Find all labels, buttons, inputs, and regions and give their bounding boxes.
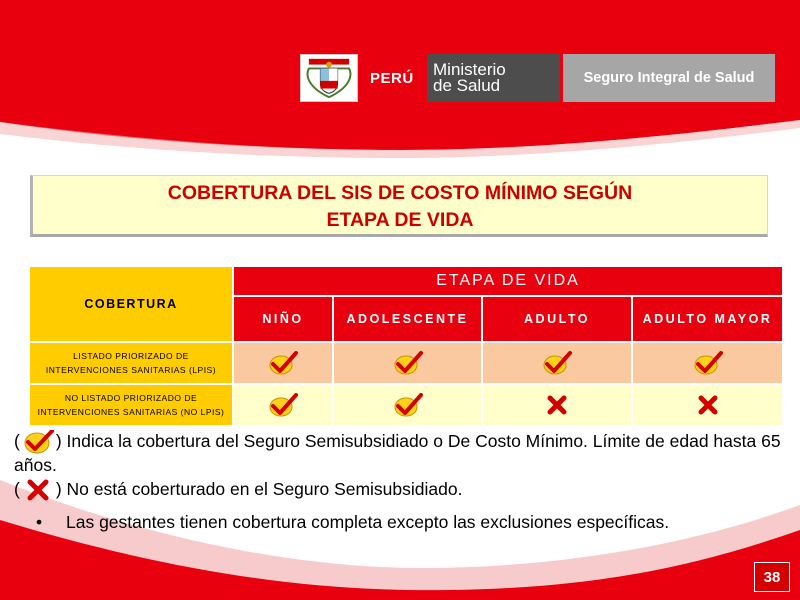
coverage-table — [28, 265, 784, 427]
stage-column-header: ADULTO MAYOR — [632, 296, 783, 342]
stage-column-header: ADULTO — [482, 296, 632, 342]
legend-covered — [14, 430, 784, 477]
coverage-header: COBERTURA — [29, 266, 233, 342]
coverage-cell — [632, 384, 783, 426]
title-line-1: COBERTURA DEL SIS DE COSTO MÍNIMO SEGÚN — [167, 182, 633, 204]
stage-column-header: NIÑO — [233, 296, 333, 342]
legend-close-paren: ) — [55, 431, 62, 451]
coverage-cell — [482, 384, 632, 426]
coverage-cell — [333, 384, 482, 426]
legend-close-paren: ) — [55, 479, 62, 499]
stage-header: ETAPA DE VIDA — [233, 266, 783, 296]
coverage-cell — [333, 342, 482, 384]
legend-open-paren: ( — [14, 431, 20, 451]
check-icon — [393, 393, 423, 417]
row-label-line1: LISTADO PRIORIZADO DE — [73, 351, 189, 361]
check-icon — [21, 430, 55, 454]
row-label — [29, 384, 233, 426]
note-bullet — [36, 512, 669, 533]
check-icon — [542, 351, 572, 375]
coverage-cell — [482, 342, 632, 384]
check-icon — [393, 351, 423, 375]
check-icon — [268, 351, 298, 375]
title-banner — [30, 175, 768, 237]
peru-seal-logo — [300, 54, 358, 102]
sis-logo: Seguro Integral de Salud — [563, 54, 775, 102]
stage-column-header: ADOLESCENTE — [333, 296, 482, 342]
page-number: 38 — [754, 562, 790, 592]
bullet-icon: • — [36, 512, 43, 532]
legend-not-covered-text: No está coberturado en el Seguro Semisubsidiado. — [66, 479, 463, 499]
coverage-cell — [233, 384, 333, 426]
country-label: PERÚ — [370, 70, 414, 87]
row-label-line2: INTERVENCIONES SANITARIAS (NO LPIS) — [37, 407, 225, 417]
coverage-cell — [632, 342, 783, 384]
legend-not-covered — [14, 478, 462, 502]
row-label-line2: INTERVENCIONES SANITARIAS (LPIS) — [45, 365, 217, 375]
legend-open-paren: ( — [14, 479, 20, 499]
table-row — [29, 342, 783, 384]
table-row — [29, 384, 783, 426]
row-label-line1: NO LISTADO PRIORIZADO DE — [64, 393, 198, 403]
coverage-cell — [233, 342, 333, 384]
cross-icon — [21, 478, 55, 502]
ministry-logo — [427, 54, 560, 102]
ministry-line1: Ministerio — [433, 60, 506, 79]
legend-covered-text: Indica la cobertura del Seguro Semisubsidiado o De Costo Mínimo. Límite de edad hasta 65 años. — [14, 431, 781, 475]
cross-icon — [693, 393, 723, 417]
check-icon — [693, 351, 723, 375]
title-line-2: ETAPA DE VIDA — [326, 209, 474, 231]
ministry-line2: de Salud — [433, 76, 501, 95]
cross-icon — [542, 393, 572, 417]
note-text: Las gestantes tienen cobertura completa excepto las exclusiones específicas. — [66, 512, 670, 532]
row-label — [29, 342, 233, 384]
check-icon — [268, 393, 298, 417]
